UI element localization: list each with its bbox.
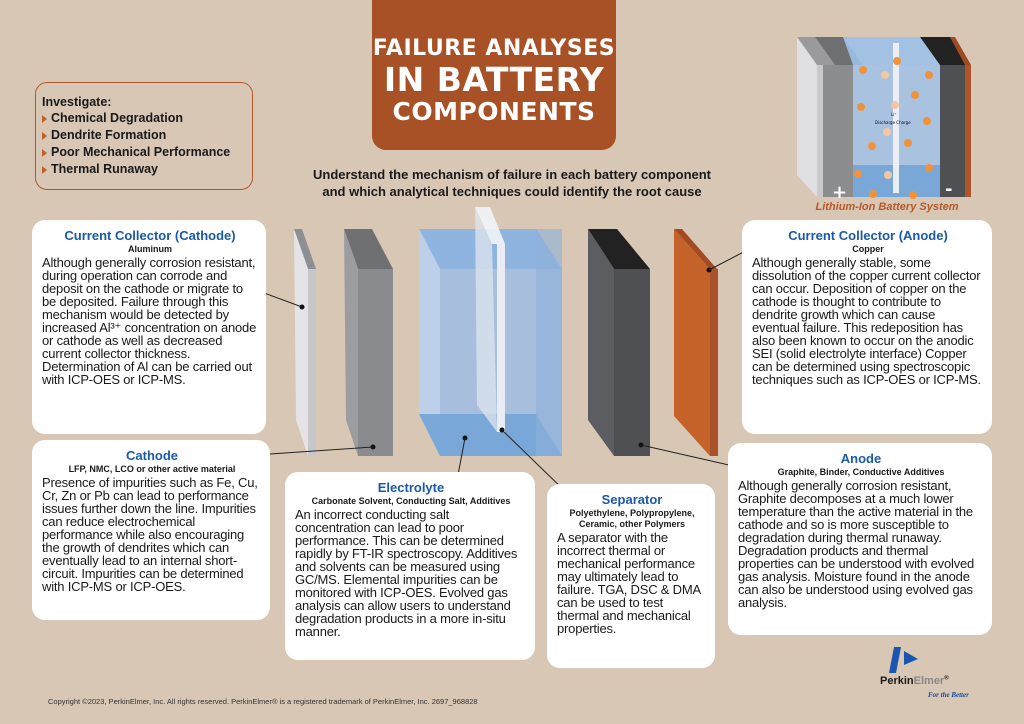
- svg-text:Discharge Charge: Discharge Charge: [875, 120, 911, 125]
- title-line-3: COMPONENTS: [392, 97, 596, 126]
- investigate-item-label: Dendrite Formation: [51, 128, 167, 142]
- title-line-2: IN BATTERY: [383, 60, 605, 99]
- brand-name: PerkinElmer®: [880, 675, 949, 687]
- card-separator: [547, 484, 715, 668]
- card-title: Current Collector (Anode): [788, 228, 948, 243]
- brand-tagline: For the Better: [928, 691, 969, 699]
- card-body: Presence of impurities such as Fe, Cu, Cr, Zn or Pb can lead to performance issues further down the line. Impurities can reduce electrochemical performance while also encouraging the growth of dendrites which can eventually lead to an internal short-circuit. Impurities can be determined with ICP-MS or ICP-OES.: [42, 475, 258, 594]
- card-electrolyte: [285, 472, 535, 660]
- copyright-text: Copyright ©2023, PerkinElmer, Inc. All rights reserved. PerkinElmer® is a registered trademark of PerkinElmer, Inc. 2697_968828: [48, 697, 478, 706]
- card-cathode: [32, 440, 270, 620]
- card-subtitle: Carbonate Solvent, Conducting Salt, Additives: [311, 496, 511, 506]
- card-body: Although generally stable, some dissolution of the copper current collector can occur. Deposition of copper on the cathode is thought to contribute to dendrite growth which can cause eventual failure. This redeposition has also been known to occur on the anodic SEI (solid electrolyte interface) Copper can be determined using spectroscopic techniques such as ICP-OES or ICP-MS.: [752, 255, 981, 387]
- title-line-1: FAILURE ANALYSES: [372, 36, 616, 61]
- svg-text:Li⁺: Li⁺: [891, 112, 897, 117]
- perkinelmer-p-mark-icon: [888, 645, 928, 677]
- card-body: An incorrect conducting salt concentration can lead to poor performance. This can be determined rapidly by FT-IR spectroscopy. Additives and solvents can be measured using GC/MS. Elemental impurities can be monitored with ICP-OES. Evolved gas analysis can allow users to understand degradation products in a more in-situ manner.: [295, 507, 518, 639]
- card-title: Separator: [601, 492, 663, 507]
- card-body: A separator with the incorrect thermal or mechanical performance may ultimately lead to failure. TGA, DSC & DMA can be used to test thermal and mechanical properties.: [557, 530, 701, 636]
- investigate-item-label: Thermal Runaway: [51, 162, 158, 176]
- mini-diagram-caption: Lithium-Ion Battery System: [815, 201, 959, 213]
- subtitle-line-1: Understand the mechanism of failure in each battery component: [312, 167, 712, 182]
- card-title: Current Collector (Cathode): [64, 228, 236, 243]
- card-current-collector-anode: [742, 220, 992, 434]
- card-anode: [728, 443, 992, 635]
- card-subtitle: Graphite, Binder, Conductive Additives: [777, 467, 945, 477]
- card-title: Anode: [840, 451, 882, 466]
- investigate-item-label: Poor Mechanical Performance: [51, 145, 231, 159]
- card-subtitle: Copper: [852, 244, 884, 254]
- card-subtitle: Polyethylene, Polypropylene, Ceramic, other Polymers: [569, 508, 695, 529]
- investigate-item-label: Chemical Degradation: [51, 111, 183, 125]
- investigate-heading: Investigate:: [42, 95, 112, 109]
- card-subtitle: LFP, NMC, LCO or other active material: [68, 464, 236, 474]
- card-title: Cathode: [126, 448, 178, 463]
- card-body: Although generally corrosion resistant, during operation can corrode and deposit on the cathode or migrate to be deposited. Failure through this mechanism would be detected by increased Al³⁺ concentration on anode or cathode as well as decreased current collector thickness. Determination of Al can be carried out with ICP-OES or ICP-MS.: [42, 255, 257, 387]
- card-body: Although generally corrosion resistant, Graphite decomposes at a much lower temperature than the active material in the cathode and so is more susceptible to degradation during thermal runaway. Degradation products and thermal properties can be understood with evolved gas analysis. Moisture found in the anode can also be understood using evolved gas analysis.: [738, 478, 975, 610]
- svg-text:-: -: [945, 179, 953, 200]
- perkinelmer-logo: [880, 645, 1000, 705]
- card-title: Electrolyte: [377, 480, 445, 495]
- card-current-collector-cathode: [32, 220, 266, 434]
- svg-text:+: +: [832, 182, 848, 200]
- subtitle-line-2: and which analytical techniques could identify the root cause: [322, 184, 702, 199]
- card-subtitle: Aluminum: [128, 244, 172, 254]
